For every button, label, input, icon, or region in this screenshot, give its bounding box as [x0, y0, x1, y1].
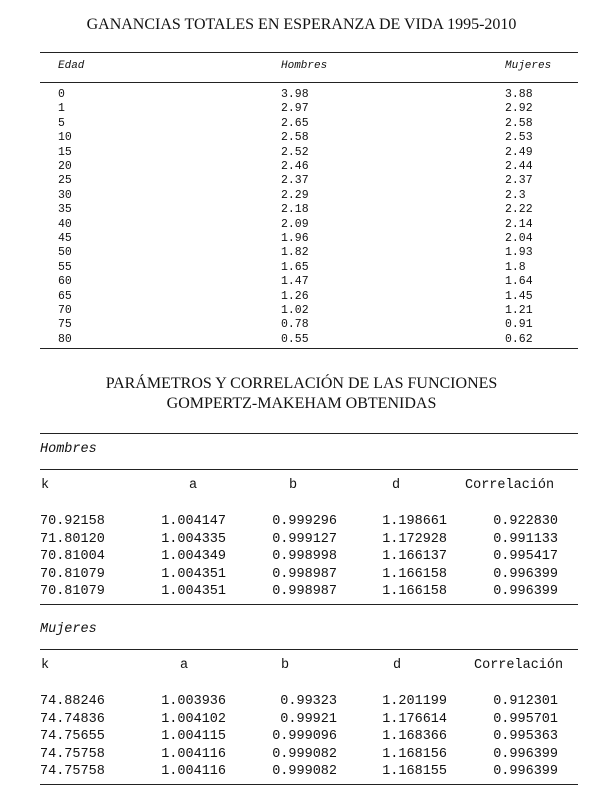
table2-section-hombres: Hombres	[40, 442, 97, 457]
table2-cell-d: 1.168156	[382, 746, 447, 762]
table1-cell-hombres: 2.65	[281, 116, 309, 130]
table2-cell-a: 1.004351	[161, 584, 226, 600]
table2-cell-a: 1.004116	[161, 746, 226, 762]
table2-cell-b: 0.999127	[272, 531, 337, 547]
table2-cell-corr: 0.996399	[493, 746, 558, 762]
table2-cell-d: 1.168155	[382, 764, 447, 780]
table1-cell-mujeres: 1.93	[505, 246, 533, 260]
table1-cell-hombres: 2.52	[281, 145, 309, 159]
table2-cell-k: 70.81004	[40, 549, 105, 565]
table1-cell-edad: 70	[58, 304, 72, 317]
table2-cell-d: 1.172928	[382, 531, 447, 547]
table2-cell-k: 74.75655	[40, 729, 105, 745]
table2-cell-corr: 0.996399	[493, 566, 558, 582]
table2-cell-corr: 0.922830	[493, 514, 558, 529]
table2-cell-d: 1.176614	[382, 711, 447, 727]
table1-cell-mujeres: 2.04	[505, 232, 533, 245]
table2-cell-k: 71.80120	[40, 531, 105, 547]
table1-cell-hombres: 1.26	[281, 289, 309, 303]
table2-cell-corr: 0.995363	[493, 729, 558, 745]
table2-cell-d: 1.168366	[382, 729, 447, 745]
table1-cell-edad: 50	[58, 246, 72, 260]
table2-cell-k: 74.75758	[40, 764, 105, 780]
table2-header-k: k	[41, 478, 50, 493]
table1-cell-edad: 45	[58, 232, 72, 245]
table1-cell-mujeres: 2.44	[505, 160, 533, 173]
table1-cell-hombres: 2.18	[281, 203, 309, 217]
table1-header-edad: Edad	[58, 60, 85, 72]
table1-cell-mujeres: 2.92	[505, 102, 533, 116]
table1-cell-edad: 60	[58, 275, 72, 289]
table2-cell-a: 1.004349	[161, 549, 226, 565]
table2-cell-a: 1.004115	[161, 729, 226, 745]
table1-cell-edad: 80	[58, 332, 72, 346]
table1-cell-hombres: 0.55	[281, 332, 309, 346]
table2-section-bottom-rule	[40, 784, 578, 785]
table1-cell-mujeres: 2.14	[505, 217, 533, 231]
table2-section-mujeres: Mujeres	[40, 622, 97, 637]
table2-cell-corr: 0.996399	[493, 764, 558, 780]
table1-cell-mujeres: 0.62	[505, 332, 533, 346]
table2-cell-d: 1.166158	[382, 584, 447, 600]
table2-cell-a: 1.003936	[161, 694, 226, 709]
table2-cell-k: 70.92158	[40, 514, 105, 529]
table1-cell-edad: 15	[58, 145, 72, 159]
table2-cell-b: 0.99921	[280, 711, 337, 727]
table1-cell-hombres: 2.46	[281, 160, 309, 173]
table1-cell-edad: 0	[58, 88, 65, 101]
table2-header-b: b	[289, 478, 298, 493]
table1-cell-hombres: 2.29	[281, 188, 309, 202]
table2-cell-b: 0.999082	[272, 764, 337, 780]
table2-cell-a: 1.004102	[161, 711, 226, 727]
table1-cell-mujeres: 2.58	[505, 116, 533, 130]
table2-cell-b: 0.99323	[280, 694, 337, 709]
table2-top-rule	[40, 433, 578, 434]
table2-cell-b: 0.998998	[272, 549, 337, 565]
table1-cell-edad: 55	[58, 260, 72, 274]
table1-cell-mujeres: 1.21	[505, 304, 533, 317]
table1-cell-edad: 65	[58, 289, 72, 303]
table2-section-rule	[40, 649, 578, 650]
table1-cell-hombres: 2.09	[281, 217, 309, 231]
table2-cell-k: 74.75758	[40, 746, 105, 762]
table2-cell-b: 0.998987	[272, 566, 337, 582]
table2-header-a: a	[189, 478, 198, 493]
table2-section-rule	[40, 469, 578, 470]
table2-cell-k: 74.74836	[40, 711, 105, 727]
table1-cell-mujeres: 1.64	[505, 275, 533, 289]
table1-cell-mujeres: 0.91	[505, 318, 533, 332]
table2-cell-corr: 0.996399	[493, 584, 558, 600]
table2-cell-d: 1.166137	[382, 549, 447, 565]
table2-cell-k: 74.88246	[40, 694, 105, 709]
table1-cell-mujeres: 2.3	[505, 188, 526, 202]
table2-cell-k: 70.81079	[40, 584, 105, 600]
table1-cell-edad: 40	[58, 217, 72, 231]
table1-cell-mujeres: 2.22	[505, 203, 533, 217]
table2-cell-corr: 0.995701	[493, 711, 558, 727]
table2-header-d: d	[393, 658, 402, 673]
table1-cell-edad: 10	[58, 131, 72, 145]
table1-cell-edad: 75	[58, 318, 72, 332]
table2-header-k: k	[41, 658, 50, 673]
table1-cell-hombres: 0.78	[281, 318, 309, 332]
table1-cell-hombres: 1.02	[281, 304, 309, 317]
table1-header-mujeres: Mujeres	[505, 60, 552, 72]
table2-cell-corr: 0.995417	[493, 549, 558, 565]
table1-cell-hombres: 2.37	[281, 174, 309, 188]
table2-header-d: d	[392, 478, 401, 493]
table1-title: GANANCIAS TOTALES EN ESPERANZA DE VIDA 1995-2010	[86, 16, 517, 33]
table1-cell-hombres: 1.82	[281, 246, 309, 260]
table1-cell-mujeres: 1.45	[505, 289, 533, 303]
table1-cell-edad: 35	[58, 203, 72, 217]
table1-cell-mujeres: 1.8	[505, 260, 526, 274]
table1-cell-edad: 25	[58, 174, 72, 188]
table2-cell-corr: 0.991133	[493, 531, 558, 547]
table1-cell-mujeres: 3.88	[505, 88, 533, 101]
table1-bottom-rule	[40, 348, 578, 349]
table2-cell-d: 1.201199	[382, 694, 447, 709]
table2-cell-b: 0.999096	[272, 729, 337, 745]
table1-cell-hombres: 3.98	[281, 88, 309, 101]
table1-cell-edad: 5	[58, 116, 65, 130]
table2-title-line1: PARÁMETROS Y CORRELACIÓN DE LAS FUNCIONES	[105, 375, 498, 392]
table1-cell-mujeres: 2.37	[505, 174, 533, 188]
table2-cell-a: 1.004147	[161, 514, 226, 529]
table1-header-rule	[40, 82, 578, 83]
table2-header-corr: Correlación	[474, 658, 564, 673]
table1-cell-edad: 30	[58, 188, 72, 202]
table1-top-rule	[40, 52, 578, 53]
table2-section-bottom-rule	[40, 604, 578, 605]
table1-cell-mujeres: 2.53	[505, 131, 533, 145]
table2-title-line2: GOMPERTZ-MAKEHAM OBTENIDAS	[166, 395, 437, 412]
table2-cell-d: 1.198661	[382, 514, 447, 529]
table2-header-a: a	[180, 658, 189, 673]
table1-cell-hombres: 2.58	[281, 131, 309, 145]
table2-cell-a: 1.004335	[161, 531, 226, 547]
table2-cell-corr: 0.912301	[493, 694, 558, 709]
table2-cell-d: 1.166158	[382, 566, 447, 582]
table1-cell-hombres: 1.65	[281, 260, 309, 274]
table1-cell-mujeres: 2.49	[505, 145, 533, 159]
table1-cell-hombres: 1.47	[281, 275, 309, 289]
table2-header-corr: Correlación	[465, 478, 555, 493]
table2-cell-a: 1.004116	[161, 764, 226, 780]
table1-header-hombres: Hombres	[281, 60, 328, 72]
table1-cell-edad: 20	[58, 160, 72, 173]
table1-cell-edad: 1	[58, 102, 65, 116]
table2-cell-b: 0.999296	[272, 514, 337, 529]
table1-cell-hombres: 2.97	[281, 102, 309, 116]
table2-cell-b: 0.999082	[272, 746, 337, 762]
table2-cell-k: 70.81079	[40, 566, 105, 582]
table2-cell-a: 1.004351	[161, 566, 226, 582]
table1-cell-hombres: 1.96	[281, 232, 309, 245]
table2-header-b: b	[281, 658, 290, 673]
table2-cell-b: 0.998987	[272, 584, 337, 600]
